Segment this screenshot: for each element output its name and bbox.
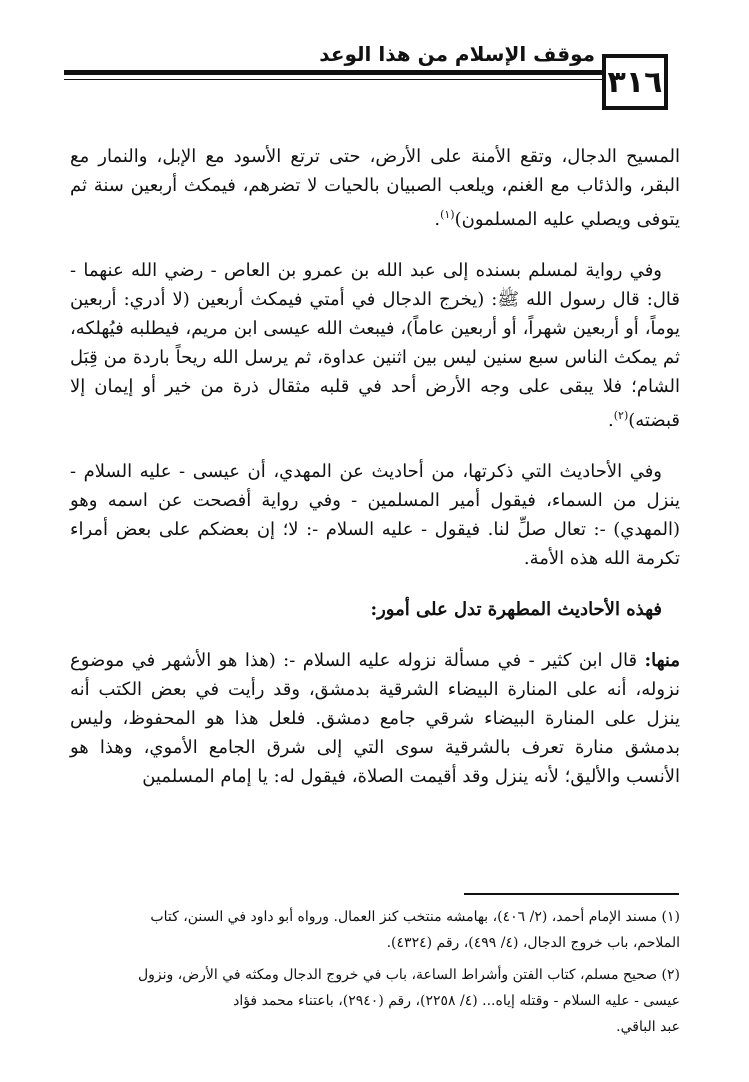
paragraph-2-end: . bbox=[608, 410, 614, 431]
footnote-1-line-1: (١) مسند الإمام أحمد، (٢/ ٤٠٦)، بهامشه منتخب كنز العمال. ورواه أبو داود في السنن، كتاب bbox=[150, 909, 680, 925]
page-number: ٣١٦ bbox=[602, 54, 668, 110]
footnote-2-line-2: عيسى - عليه السلام - وقتله إياه... (٤/ ٢٢٥٨)، رقم (٢٩٤٠)، باعتناء محمد فؤاد bbox=[233, 993, 680, 1009]
paragraph-4-heading: فهذه الأحاديث المطهرة تدل على أمور: bbox=[370, 599, 662, 620]
header-rule bbox=[64, 70, 602, 75]
paragraph-2 bbox=[70, 256, 680, 435]
main-text bbox=[70, 142, 680, 813]
paragraph-5 bbox=[70, 646, 680, 791]
running-header-title: موقف الإسلام من هذا الوعد bbox=[319, 42, 595, 66]
paragraph-5-text: قال ابن كثير - في مسألة نزوله عليه السلام -: (هذا هو الأشهر في موضوع نزوله، أنه على المنارة البيضاء الشرقية بدمشق، وقد رأيت في بعض الكتب أنه ينزل على المنارة البيضاء شرقي جامع دمشق. فلعل هذا هو المحفوظ، وليس بدمشق منارة تعرف بالشرقية سوى التي إلى شرق الجامع الأموي، وهذا هو الأنسب والأليق؛ لأنه ينزل وقد أقيمت الصلاة، فيقول له: يا إمام المسلمين bbox=[70, 650, 680, 787]
footnote-ref-2: (٢) bbox=[613, 409, 629, 422]
paragraph-1-end: . bbox=[434, 209, 441, 230]
footnote-2 bbox=[70, 962, 680, 1040]
footnote-rule bbox=[464, 893, 679, 895]
header-rule-thin bbox=[64, 79, 602, 80]
paragraph-1-text: المسيح الدجال، وتقع الأمنة على الأرض، حتى ترتع الأسود مع الإبل، والنمار مع البقر، والذئاب مع الغنم، ويلعب الصبيان بالحيات لا تضرهم، فيمكث أربعين سنة ثم يتوفى ويصلي عليه المسلمون) bbox=[70, 146, 680, 230]
footnote-2-line-3: عبد الباقي. bbox=[616, 1019, 680, 1035]
footnote-1-line-2: الملاحم، باب خروج الدجال، (٤/ ٤٩٩)، رقم (٤٣٢٤). bbox=[386, 935, 680, 951]
footnotes bbox=[70, 904, 680, 1046]
paragraph-1 bbox=[70, 142, 680, 234]
paragraph-3: وفي الأحاديث التي ذكرتها، من أحاديث عن المهدي، أن عيسى - عليه السلام - ينزل من السماء، فيقول أمير المسلمين - وفي رواية أفصحت عن اسمه وهو (المهدي) -: تعال صلِّ لنا. فيقول - عليه السلام -: لا؛ إن بعضكم على بعض أمراء تكرمة الله هذه الأمة. bbox=[70, 461, 680, 569]
paragraph-5-lead: منها: bbox=[644, 650, 680, 671]
footnote-ref-1: (١) bbox=[440, 208, 455, 221]
footnote-1 bbox=[70, 904, 680, 956]
paragraph-2-text: وفي رواية لمسلم بسنده إلى عبد الله بن عمرو بن العاص - رضي الله عنهما - قال: قال رسول الله ﷺ: (يخرج الدجال في أمتي فيمكث أربعين (لا أدري: أربعين يوماً، أو أربعين شهراً، أو أربعين عاماً)، فيبعث الله عيسى ابن مريم، فيطلبه فيُهلكه، ثم يمكث الناس سبع سنين ليس بين اثنين عداوة، ثم يرسل الله ريحاً باردة من قِبَل الشام؛ فلا يبقى على وجه الأرض أحد في قلبه مثقال ذرة من خير أو إيمان إلا قبضته) bbox=[70, 260, 680, 431]
footnote-2-line-1: (٢) صحيح مسلم، كتاب الفتن وأشراط الساعة، باب في خروج الدجال ومكثه في الأرض، ونزول bbox=[137, 967, 680, 983]
